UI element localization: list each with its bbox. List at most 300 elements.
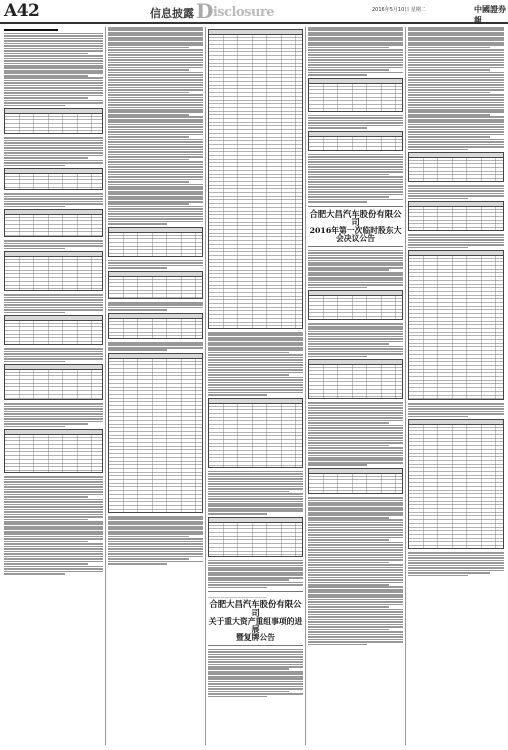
- text-line: [308, 616, 403, 618]
- text-line: [4, 137, 103, 139]
- text-line: [4, 201, 103, 203]
- text-block: [4, 294, 103, 313]
- text-line: [308, 201, 367, 203]
- issue-date: 2016年5月10日 星期二: [372, 7, 426, 13]
- section-title-cn: 信息披露: [150, 7, 194, 20]
- text-line: [308, 269, 389, 271]
- text-line: [308, 154, 403, 156]
- text-line: [408, 114, 490, 116]
- text-line: [408, 59, 504, 61]
- text-line: [108, 131, 203, 133]
- text-line: [4, 403, 103, 405]
- text-line: [108, 72, 203, 74]
- text-line: [108, 347, 203, 349]
- text-line: [308, 343, 389, 345]
- text-block: [408, 552, 504, 576]
- text-line: [108, 54, 203, 56]
- text-line: [308, 125, 403, 127]
- text-line: [108, 179, 203, 181]
- text-line: [308, 407, 403, 409]
- text-line: [208, 661, 303, 663]
- text-line: [308, 176, 403, 178]
- text-line: [308, 626, 403, 628]
- text-line: [4, 302, 103, 304]
- data-table: [4, 315, 103, 345]
- text-line: [408, 64, 504, 66]
- text-line: [308, 127, 367, 129]
- text-line: [408, 131, 504, 133]
- text-block: [4, 403, 103, 427]
- text-block: [208, 332, 303, 396]
- text-line: [108, 541, 203, 543]
- text-line: [308, 514, 403, 516]
- text-line: [108, 561, 203, 563]
- text-line: [208, 377, 303, 379]
- text-line: [4, 416, 103, 418]
- text-line: [308, 282, 403, 284]
- text-line: [4, 561, 103, 563]
- text-line: [208, 584, 303, 586]
- text-line: [308, 517, 389, 519]
- text-line: [4, 418, 103, 420]
- text-line: [4, 353, 103, 355]
- text-line: [108, 267, 167, 269]
- text-line: [308, 287, 367, 289]
- text-line: [108, 166, 203, 168]
- text-line: [308, 552, 403, 554]
- text-line: [4, 72, 103, 74]
- text-block: [408, 185, 504, 199]
- text-line: [108, 92, 189, 94]
- text-line: [308, 636, 403, 638]
- text-line: [308, 427, 403, 429]
- text-line: [408, 57, 504, 59]
- text-line: [308, 539, 389, 541]
- text-line: [408, 190, 504, 192]
- text-line: [208, 334, 303, 336]
- text-line: [4, 556, 103, 558]
- text-line: [4, 309, 103, 311]
- text-line: [308, 422, 389, 424]
- text-line: [4, 142, 103, 144]
- text-line: [108, 169, 203, 171]
- text-line: [408, 129, 504, 131]
- text-line: [308, 639, 403, 641]
- text-line: [4, 479, 103, 481]
- text-line: [308, 567, 403, 569]
- text-line: [108, 558, 189, 560]
- text-line: [308, 62, 403, 64]
- text-line: [108, 553, 203, 555]
- text-line: [108, 82, 203, 84]
- text-block: [4, 193, 103, 207]
- text-line: [208, 681, 303, 683]
- text-line: [4, 80, 103, 82]
- text-line: [208, 562, 303, 564]
- text-line: [4, 140, 103, 142]
- text-line: [108, 79, 203, 81]
- text-block: [108, 516, 203, 565]
- text-line: [208, 357, 303, 359]
- text-line: [308, 333, 403, 335]
- text-line: [308, 277, 403, 279]
- text-line: [308, 47, 389, 49]
- text-line: [408, 146, 504, 148]
- text-line: [308, 323, 403, 325]
- text-line: [108, 538, 203, 540]
- text-line: [408, 84, 504, 86]
- text-line: [308, 171, 403, 173]
- text-line: [308, 596, 403, 598]
- text-line: [308, 559, 403, 561]
- text-line: [4, 43, 103, 45]
- text-line: [4, 92, 103, 94]
- text-block: [108, 302, 203, 311]
- section-title-en-rest: isclosure: [212, 5, 275, 20]
- text-line: [408, 69, 490, 71]
- text-line: [308, 74, 367, 76]
- text-line: [108, 154, 203, 156]
- text-line: [108, 89, 203, 91]
- text-line: [108, 344, 203, 346]
- text-line: [4, 63, 103, 65]
- text-line: [408, 109, 504, 111]
- data-table: [108, 353, 203, 513]
- text-line: [408, 555, 504, 557]
- text-line: [408, 47, 490, 49]
- text-line: [408, 32, 504, 34]
- data-table: [4, 168, 103, 190]
- text-block: [108, 342, 203, 351]
- text-line: [4, 543, 103, 545]
- text-line: [308, 544, 403, 546]
- text-line: [108, 262, 203, 264]
- text-line: [408, 195, 504, 197]
- text-line: [208, 344, 303, 346]
- text-line: [108, 526, 203, 528]
- text-line: [308, 569, 403, 571]
- text-line: [4, 55, 103, 57]
- text-line: [408, 234, 504, 236]
- text-line: [4, 348, 103, 350]
- text-line: [4, 551, 103, 553]
- text-line: [408, 141, 504, 143]
- text-line: [4, 506, 103, 508]
- text-line: [208, 488, 303, 490]
- text-line: [208, 394, 267, 396]
- text-line: [308, 542, 403, 544]
- text-line: [308, 549, 403, 551]
- text-line: [4, 358, 103, 360]
- text-line: [308, 589, 403, 591]
- text-line: [308, 534, 403, 536]
- text-line: [408, 82, 504, 84]
- text-line: [308, 574, 403, 576]
- text-line: [308, 57, 403, 59]
- text-line: [108, 97, 203, 99]
- text-line: [4, 548, 103, 550]
- text-line: [108, 144, 203, 146]
- text-line: [208, 501, 303, 503]
- text-line: [4, 307, 103, 309]
- text-line: [308, 64, 403, 66]
- text-line: [308, 500, 403, 502]
- text-line: [308, 338, 403, 340]
- text-line: [308, 459, 403, 461]
- text-line: [408, 552, 504, 554]
- text-line: [308, 584, 389, 586]
- text-line: [308, 564, 403, 566]
- text-line: [408, 124, 504, 126]
- text-line: [308, 579, 403, 581]
- text-line: [208, 332, 303, 334]
- text-line: [108, 126, 203, 128]
- text-line: [208, 671, 303, 673]
- text-line: [408, 557, 504, 559]
- text-line: [108, 111, 203, 113]
- text-block: [4, 240, 103, 249]
- text-line: [308, 425, 403, 427]
- text-line: [308, 582, 403, 584]
- text-line: [108, 186, 203, 188]
- text-line: [308, 326, 403, 328]
- text-line: [308, 161, 403, 163]
- text-line: [4, 501, 103, 503]
- text-line: [108, 203, 189, 205]
- text-line: [408, 575, 468, 577]
- text-line: [4, 546, 103, 548]
- text-line: [408, 149, 468, 151]
- text-line: [308, 191, 403, 193]
- text-line: [408, 188, 504, 190]
- text-block: [308, 497, 403, 645]
- text-line: [4, 150, 103, 152]
- text-line: [4, 193, 103, 195]
- text-line: [208, 382, 303, 384]
- column-4: [306, 27, 406, 745]
- text-line: [208, 359, 303, 361]
- text-line: [108, 39, 203, 41]
- text-line: [408, 44, 504, 46]
- announcement-subject-line-1: 关于重大资产重组事项的进展: [208, 617, 303, 635]
- text-line: [108, 531, 203, 533]
- text-line: [4, 484, 103, 486]
- text-line: [108, 188, 203, 190]
- text-line: [108, 563, 167, 565]
- text-line: [408, 72, 504, 74]
- text-line: [208, 387, 303, 389]
- text-line: [208, 369, 303, 371]
- text-line: [4, 411, 103, 413]
- text-line: [4, 45, 103, 47]
- text-line: [4, 97, 88, 99]
- stock-code-line: ——————————————: [208, 595, 267, 601]
- text-line: [4, 312, 65, 314]
- text-line: [208, 659, 303, 661]
- text-line: [308, 502, 403, 504]
- text-line: [108, 27, 203, 29]
- text-line: [408, 242, 504, 244]
- text-line: [308, 611, 403, 613]
- text-line: [108, 32, 203, 34]
- text-line: [208, 354, 303, 356]
- text-line: [108, 533, 203, 535]
- text-line: [308, 122, 403, 124]
- text-line: [108, 171, 203, 173]
- text-line: [308, 624, 403, 626]
- text-line: [108, 528, 203, 530]
- text-line: [408, 89, 504, 91]
- text-line: [408, 121, 504, 123]
- text-line: [208, 505, 303, 507]
- text-line: [208, 676, 303, 678]
- text-line: [208, 673, 303, 675]
- text-line: [4, 294, 103, 296]
- text-line: [308, 159, 403, 161]
- data-table: [308, 468, 403, 494]
- text-line: [108, 159, 189, 161]
- text-line: [408, 411, 504, 413]
- text-line: [308, 32, 403, 34]
- text-line: [308, 609, 403, 611]
- data-table: [308, 131, 403, 151]
- text-line: [308, 72, 403, 74]
- newspaper-name: 中國證券報: [474, 4, 506, 25]
- data-table: [208, 517, 303, 557]
- text-line: [4, 53, 88, 55]
- announcement-header: [208, 591, 303, 645]
- text-line: [208, 374, 289, 376]
- text-line: [308, 557, 403, 559]
- text-line: [4, 152, 103, 154]
- text-line: [108, 77, 203, 79]
- text-line: [108, 548, 203, 550]
- text-line: [408, 239, 504, 241]
- text-line: [308, 509, 403, 511]
- text-block: [408, 27, 504, 150]
- text-line: [4, 356, 103, 358]
- text-line: [408, 77, 504, 79]
- text-block: [408, 234, 504, 248]
- text-line: [108, 184, 203, 186]
- text-line: [4, 77, 103, 79]
- text-line: [4, 157, 88, 159]
- text-line: [108, 149, 203, 151]
- text-line: [308, 464, 367, 466]
- text-line: [408, 52, 504, 54]
- text-line: [108, 134, 203, 136]
- text-line: [208, 491, 289, 493]
- text-line: [208, 476, 303, 478]
- text-line: [408, 572, 490, 574]
- text-line: [308, 250, 403, 252]
- text-line: [408, 560, 504, 562]
- column-2: [106, 27, 206, 745]
- text-line: [108, 193, 203, 195]
- text-line: [308, 356, 367, 358]
- text-line: [308, 34, 403, 36]
- text-line: [108, 129, 203, 131]
- text-line: [108, 176, 203, 178]
- section-title-en: [196, 0, 274, 23]
- text-line: [208, 486, 303, 488]
- text-line: [408, 42, 504, 44]
- text-line: [4, 536, 103, 538]
- text-line: [108, 349, 167, 351]
- text-line: [4, 196, 103, 198]
- text-line: [308, 631, 403, 633]
- data-table: [4, 364, 103, 400]
- data-table: [4, 429, 103, 473]
- data-table: [108, 227, 203, 257]
- text-line: [4, 35, 103, 37]
- text-line: [108, 62, 203, 64]
- text-line: [108, 74, 203, 76]
- text-line: [308, 405, 403, 407]
- text-line: [4, 558, 103, 560]
- text-line: [308, 410, 403, 412]
- text-line: [308, 156, 403, 158]
- text-line: [408, 62, 504, 64]
- text-line: [308, 336, 403, 338]
- text-line: [308, 532, 403, 534]
- text-line: [308, 591, 403, 593]
- text-line: [308, 554, 403, 556]
- text-line: [308, 37, 403, 39]
- text-line: [4, 198, 103, 200]
- text-line: [4, 50, 103, 52]
- data-table: [408, 419, 504, 549]
- text-line: [4, 147, 103, 149]
- text-line: [108, 52, 203, 54]
- text-line: [208, 567, 303, 569]
- text-line: [108, 139, 203, 141]
- text-line: [308, 524, 403, 526]
- text-line: [408, 144, 504, 146]
- text-line: [308, 529, 403, 531]
- text-line: [208, 389, 303, 391]
- text-line: [108, 141, 203, 143]
- text-line: [4, 90, 103, 92]
- text-line: [208, 471, 303, 473]
- text-line: [108, 69, 189, 71]
- text-line: [4, 531, 103, 533]
- text-line: [208, 481, 303, 483]
- text-line: [408, 87, 504, 89]
- text-line: [408, 54, 504, 56]
- text-line: [4, 40, 103, 42]
- text-line: [4, 511, 103, 513]
- text-line: [308, 522, 403, 524]
- data-table: [408, 250, 504, 400]
- text-line: [308, 455, 403, 457]
- text-line: [108, 116, 203, 118]
- text-line: [308, 49, 403, 51]
- text-line: [4, 516, 103, 518]
- text-line: [308, 117, 403, 119]
- text-line: [308, 67, 403, 69]
- text-line: [208, 473, 303, 475]
- text-line: [208, 654, 303, 656]
- text-block: [108, 27, 203, 225]
- text-line: [4, 421, 103, 423]
- text-line: [208, 577, 303, 579]
- text-line: [408, 408, 504, 410]
- text-line: [4, 75, 88, 77]
- text-line: [308, 572, 403, 574]
- text-line: [208, 693, 303, 695]
- text-line: [4, 245, 103, 247]
